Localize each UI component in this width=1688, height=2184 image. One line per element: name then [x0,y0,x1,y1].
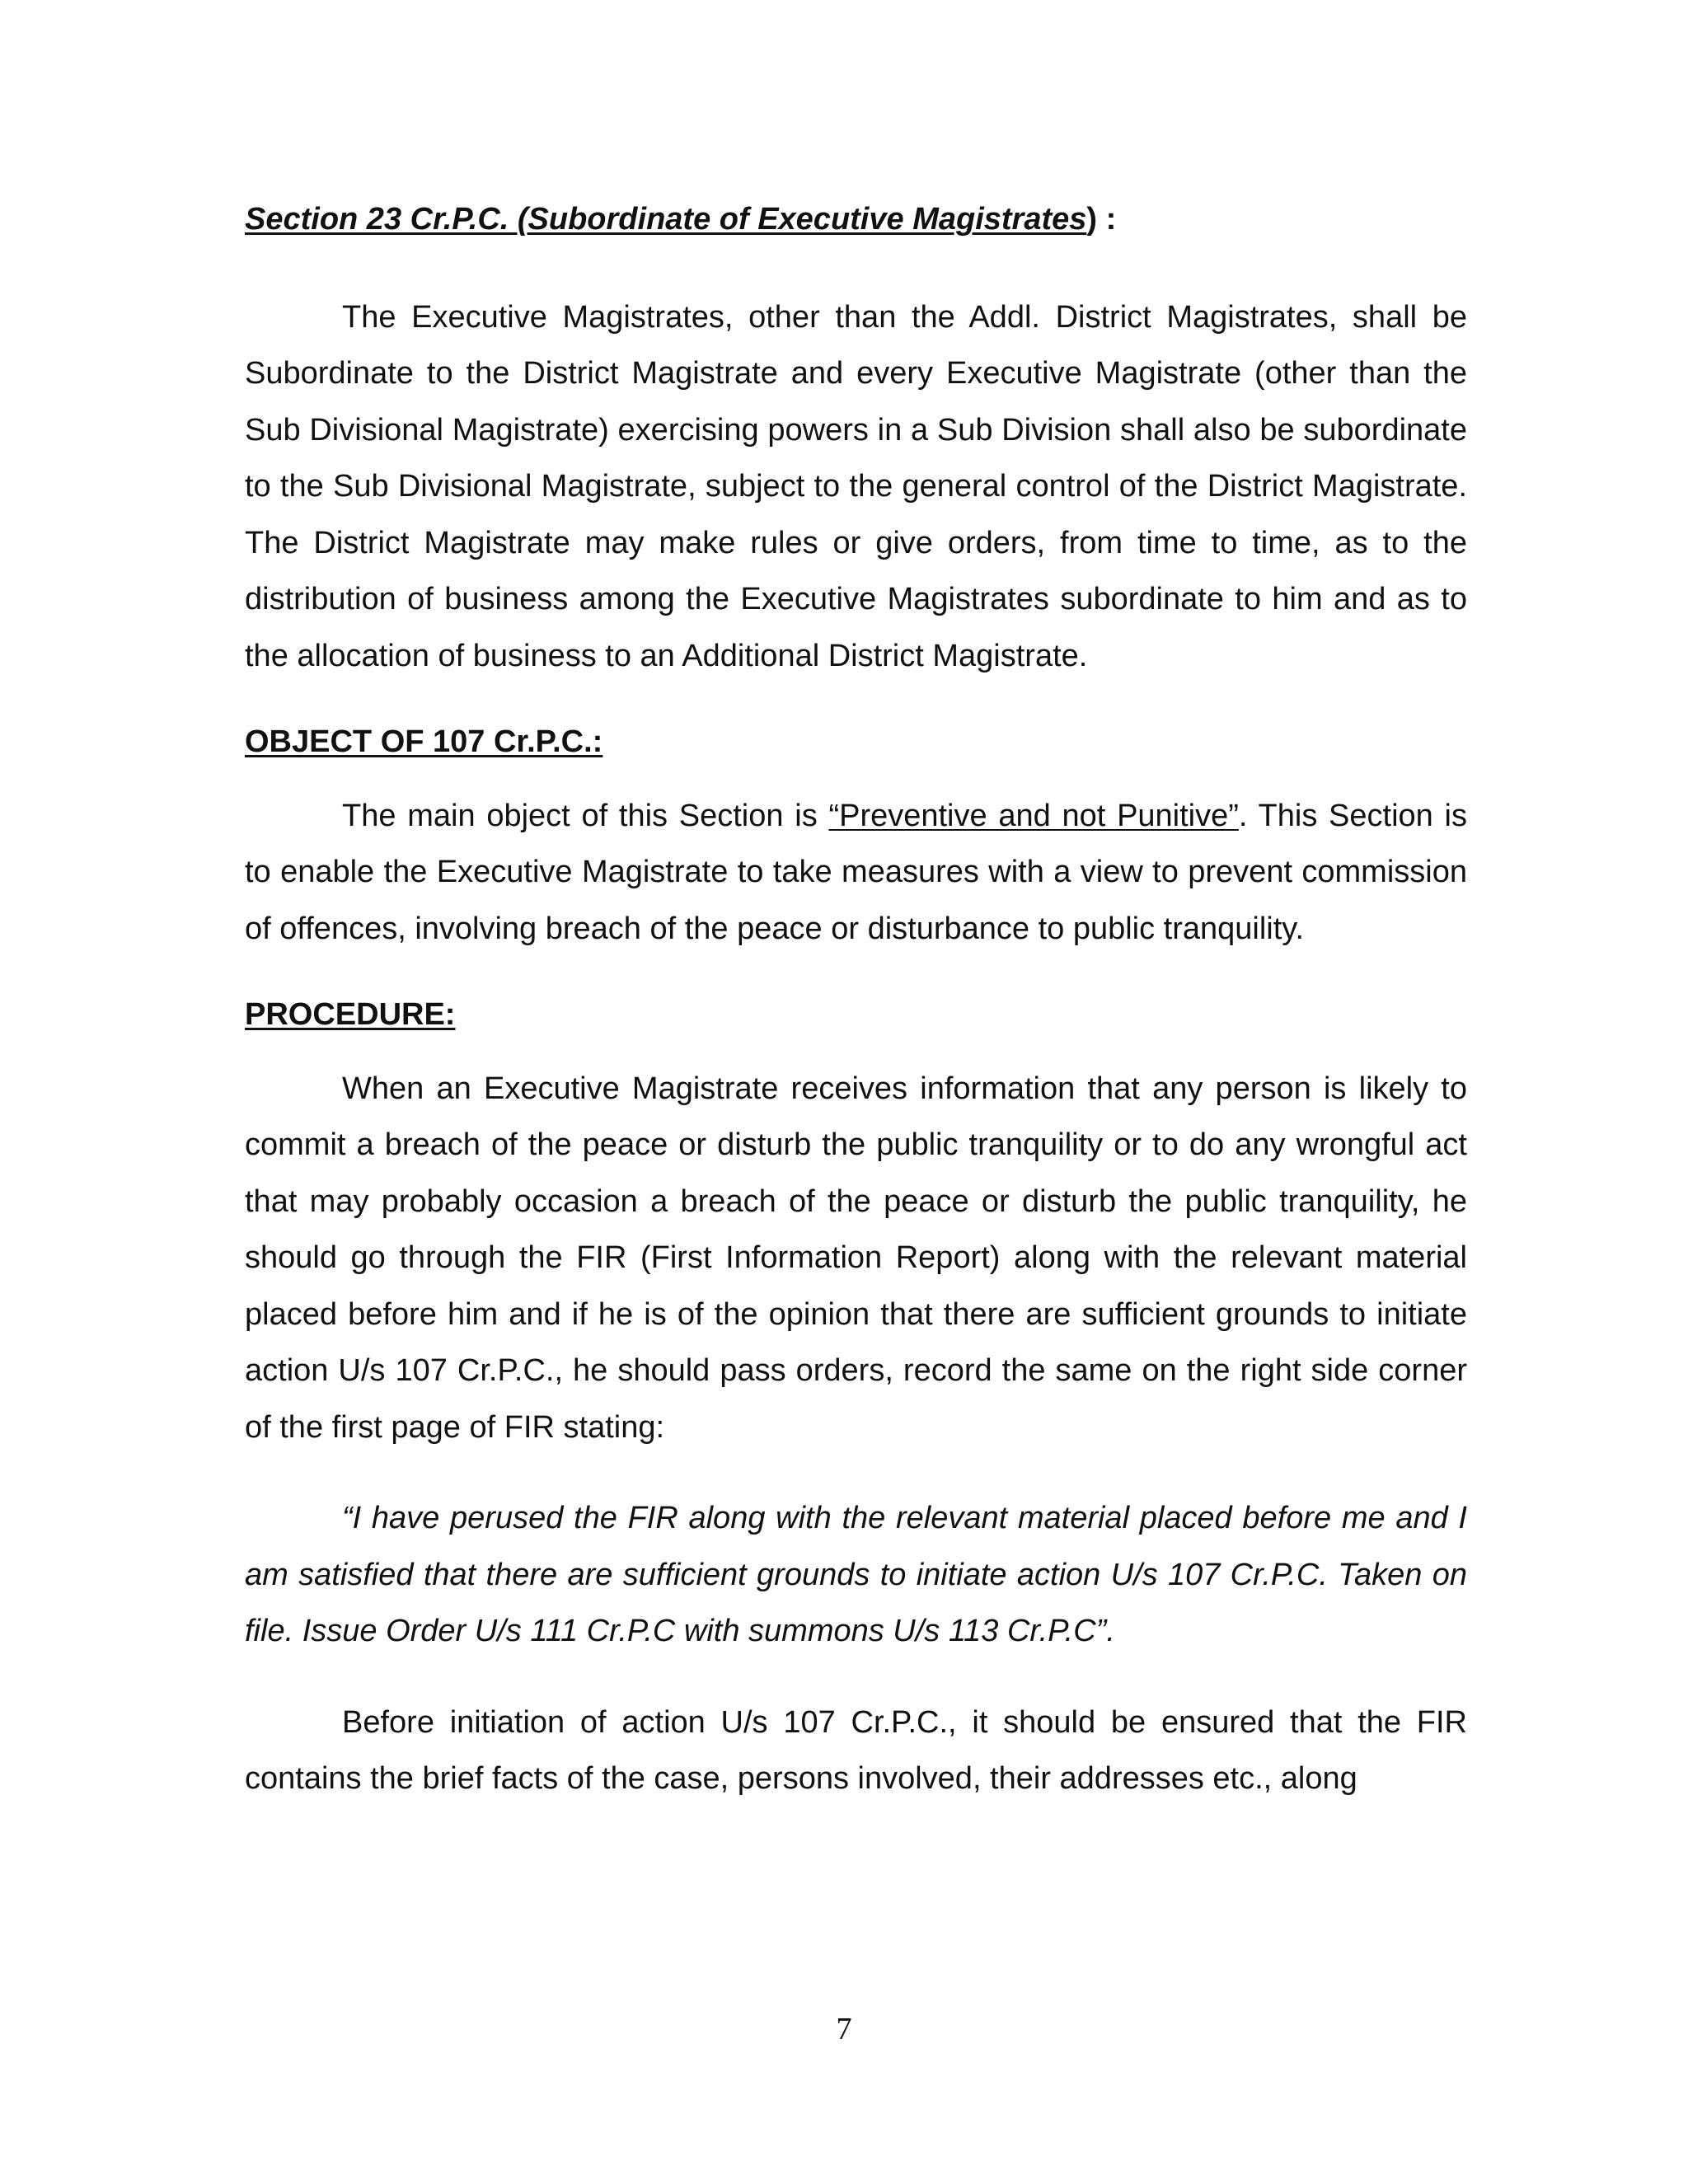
page-content [245,191,1467,1807]
section-23-paragraph: The Executive Magistrates, other than the Addl. District Magistrates, shall be Subordinate to the District Magistrate and every Executive Magistrate (other than the Sub Divisional Magistrate) exercising powers in a Sub Division shall also be subordinate to the Sub Divisional Magistrate, subject to the general control of the District Magistrate. The District Magistrate may make rules or give orders, from time to time, as to the distribution of business among the Executive Magistrates subordinate to him and as to the allocation of business to an Additional District Magistrate. [245,299,1467,673]
section-23-heading [245,191,1467,248]
procedure-heading: PROCEDURE: [245,997,456,1032]
object-107-para-prefix: The main object of this Section is [342,798,829,833]
page-number: 7 [836,2012,852,2046]
procedure-quote: “I have perused the FIR along with the relevant material placed before me and I am satisfied that there are sufficient grounds to initiate action U/s 107 Cr.P.C. Taken on file. Issue Order U/s 111 Cr.P.C with summons U/s 113 Cr.P.C”. [245,1501,1467,1648]
object-107-heading: OBJECT OF 107 Cr.P.C.: [245,724,603,759]
section-23-heading-title: Section 23 Cr.P.C. (Subordinate of Executive Magistrates [245,202,1087,237]
procedure-paragraph: When an Executive Magistrate receives information that any person is likely to commit a breach of the peace or disturb the public tranquility or to do any wrongful act that may probably occasion a breach of the peace or disturb the public tranquility, he should go through the FIR (First Information Report) along with the relevant material placed before him and if he is of the opinion that there are sufficient grounds to initiate action U/s 107 Cr.P.C., he should pass orders, record the same on the right side corner of the first page of FIR stating: [245,1071,1467,1445]
object-107-para-suffix: . This Section is to enable the Executive Magistrate to take measures with a view to prevent commission of offences, involving breach of the peace or disturbance to public tranquility. [245,798,1467,946]
procedure-closing-paragraph: Before initiation of action U/s 107 Cr.P.C., it should be ensured that the FIR contains the brief facts of the case, persons involved, their addresses etc., along [245,1704,1467,1796]
section-23-heading-suffix: ) : [1086,202,1117,237]
object-107-para-emphasis: “Preventive and not Punitive” [828,798,1239,833]
object-107-paragraph [245,788,1467,958]
